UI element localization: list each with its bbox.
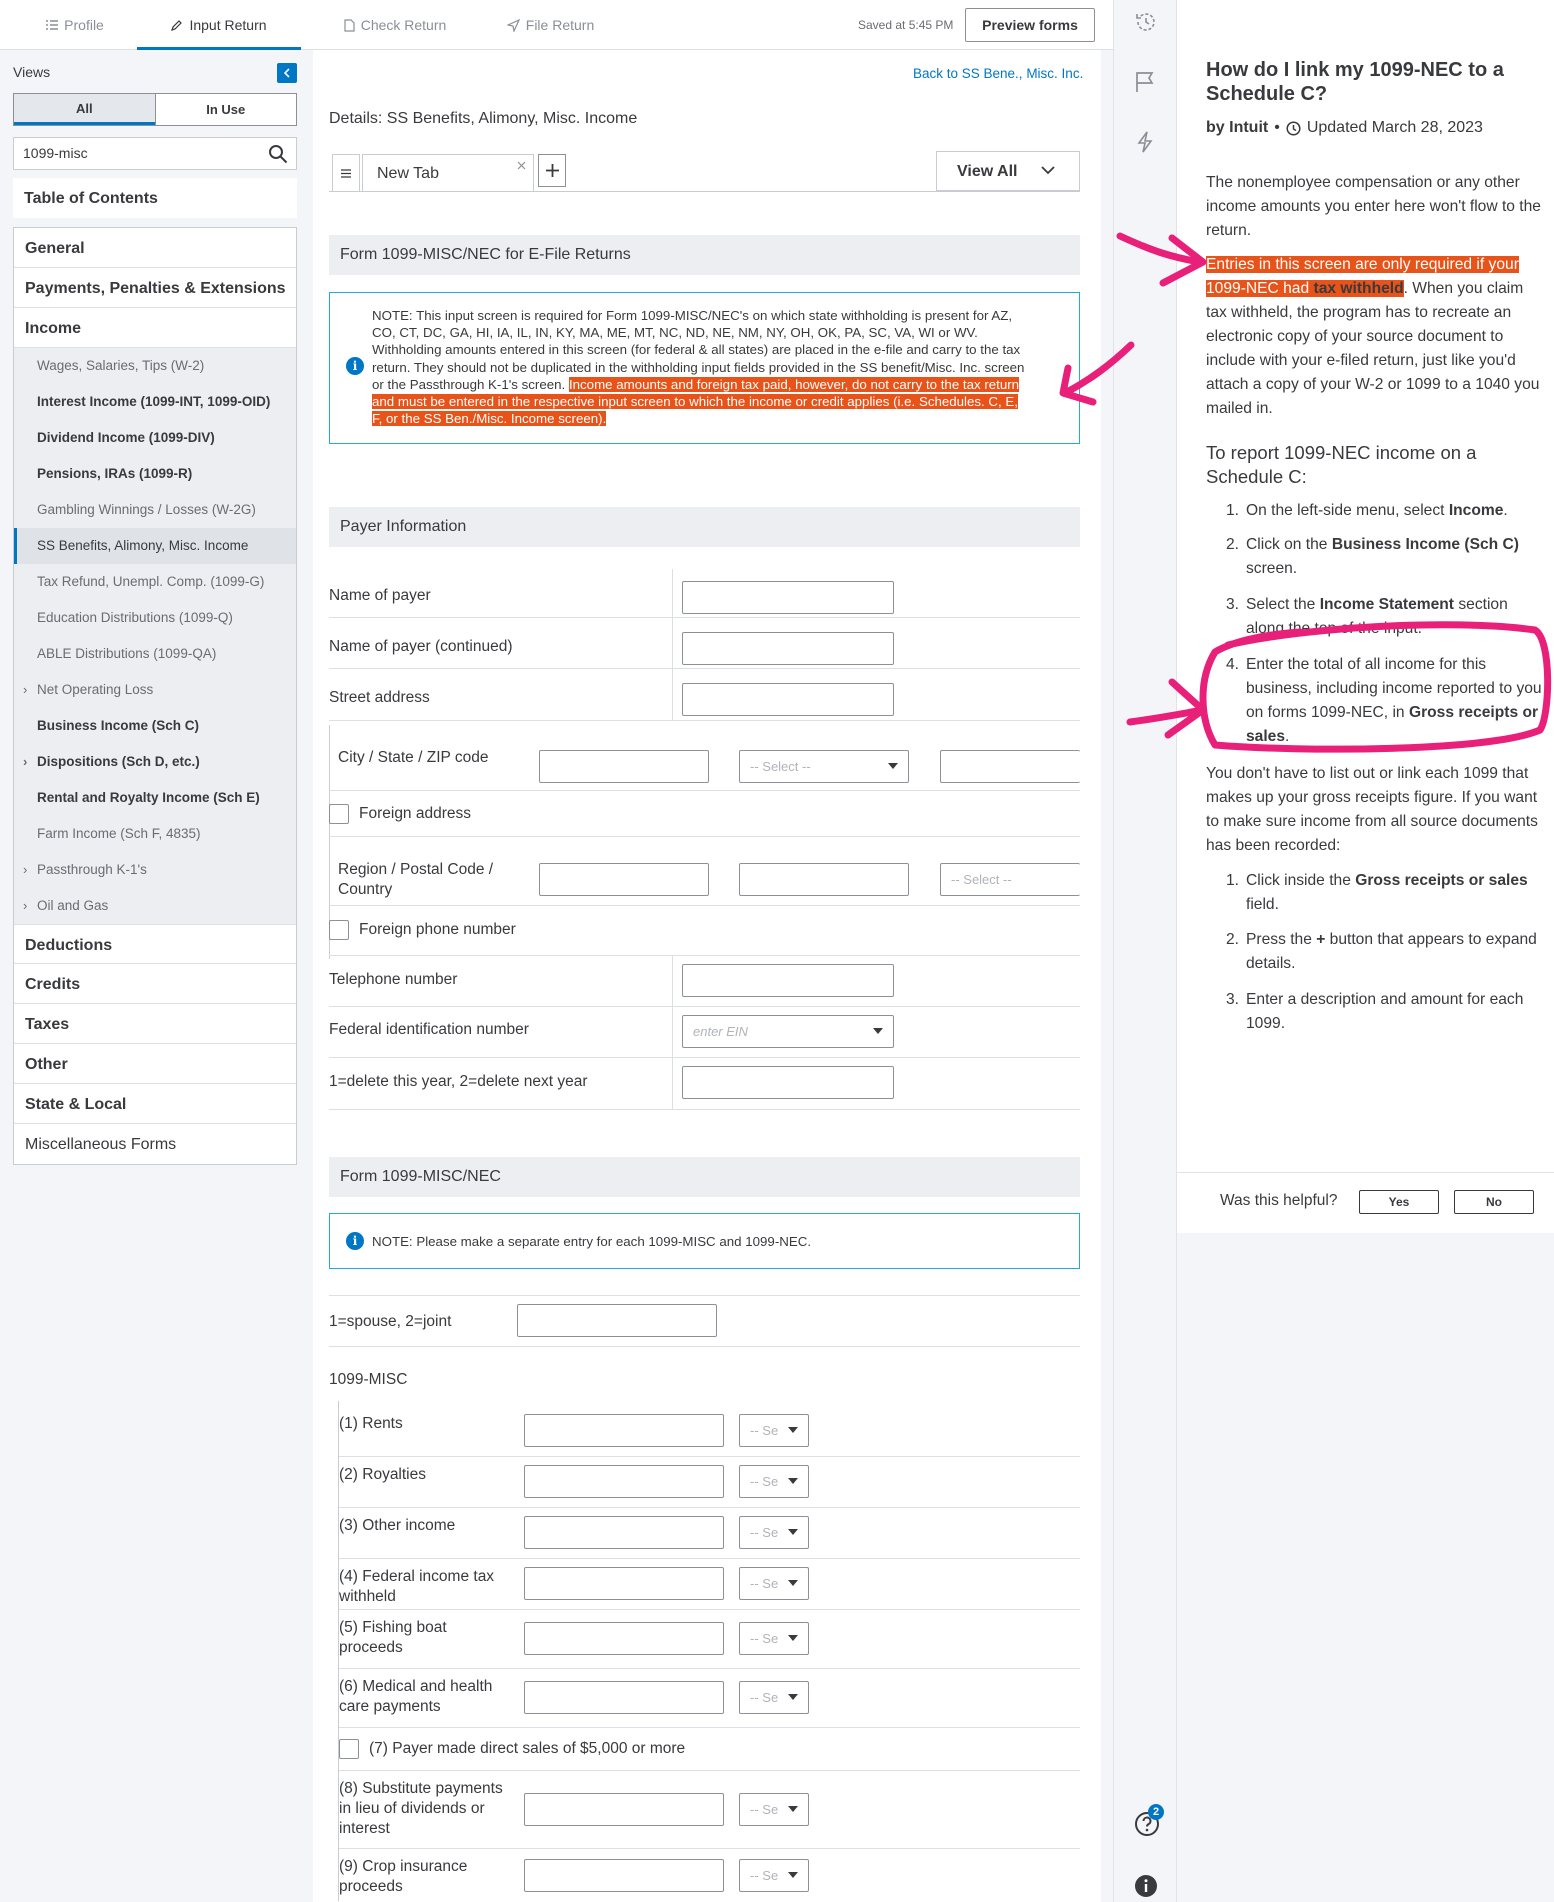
efile-section-header: Form 1099-MISC/NEC for E-File Returns [329,235,1080,275]
sidebar-item-income-0[interactable] [14,348,296,384]
tab-file-return-label: File Return [525,17,595,33]
help-step-post: section along the top of the input. [1246,596,1508,637]
tab-input-return-label: Input Return [189,17,267,33]
sidebar-item-income-15[interactable] [14,888,296,924]
view-all-dropdown[interactable] [936,151,1080,191]
misc-row-label: (8) Substitute payments in lieu of dividends or interest [339,1780,503,1837]
efile-note-line [372,393,1072,410]
tab-check-return[interactable] [318,0,472,50]
efile-note-line: CO, CT, DC, GA, HI, IA, IL, IN, KY, MA, ME, MT, NC, ND, NE, NM, NY, OH, OK, PA, SC, VA, WI or WV. [372,325,978,341]
caret-down-icon [788,1529,798,1535]
misc-row-amount-input[interactable] [524,1681,724,1714]
state-select-placeholder: -- Select -- [750,759,811,774]
misc-row-amount-input[interactable] [524,1859,724,1892]
caret-down-icon [788,1872,798,1878]
misc-row-label: (2) Royalties [339,1466,426,1483]
help-step-number: 2. [1226,931,1240,948]
misc-row-state-select[interactable] [739,1567,809,1600]
misc-row-amount-input[interactable] [524,1622,724,1655]
select-placeholder: -- Se [750,1690,779,1705]
help-step-text [1246,593,1546,641]
tab-new-tab-label: New Tab [377,165,439,182]
view-all-button[interactable]: All [14,94,155,125]
sidebar-item-label: Passthrough K-1's [37,862,147,877]
efile-note-plain: or the Passthrough K-1's screen. [372,376,566,392]
plus-icon [546,164,559,177]
tab-new-tab[interactable] [362,154,534,192]
street-address-input[interactable] [682,683,894,716]
sidebar-item-income-9[interactable] [14,672,296,708]
spouse-input[interactable] [517,1304,717,1337]
sidebar-item-income-1[interactable] [14,384,296,420]
help-step-pre: On the left-side menu, select [1246,502,1449,519]
misc-row-state-select[interactable] [739,1681,809,1714]
efile-note-line [372,410,1072,427]
help-step-pre: Select the [1246,596,1320,613]
misc-row-amount-input[interactable] [524,1465,724,1498]
misc-row-state-select[interactable] [739,1414,809,1447]
tab-input-return[interactable] [137,0,301,50]
sidebar-item-income-14[interactable] [14,852,296,888]
country-select[interactable] [940,863,1080,896]
fein-select[interactable] [682,1015,894,1048]
efile-note-highlight: F, or the SS Ben./Misc. Income screen). [372,411,607,427]
row-divider [329,1109,1080,1110]
select-placeholder: -- Se [750,1868,779,1883]
views-label: Views [13,64,51,80]
row-divider [329,1346,1080,1347]
misc-row-state-select[interactable] [739,1622,809,1655]
top-navigation-bar [0,0,1113,50]
name-of-payer-input[interactable] [682,581,894,614]
misc-row-state-select[interactable] [739,1859,809,1892]
caret-down-icon [888,763,898,769]
efile-note-highlight: Income amounts and foreign tax paid, however, do not carry to the tax return [568,376,1020,392]
sidebar-item-label: Farm Income (Sch F, 4835) [37,826,201,841]
feedback-bar [1177,1172,1554,1232]
row-divider [339,1727,1080,1728]
misc-row-label: (3) Other income [339,1517,456,1534]
misc-row-amount-input[interactable] [524,1793,724,1826]
select-placeholder: -- Se [750,1423,779,1438]
row-divider [329,836,1080,837]
help-step-number: 3. [1226,991,1240,1008]
row-divider [339,1770,1080,1771]
chevron-right-icon[interactable]: › [23,862,28,877]
row-divider [329,790,1080,791]
misc-row-label: (5) Fishing boat proceeds [339,1619,447,1656]
details-title: Details: SS Benefits, Alimony, Misc. Income [329,110,638,127]
caret-down-icon [788,1635,798,1641]
help-step-post: . [1503,502,1508,519]
name-of-payer-cont-label: Name of payer (continued) [329,638,513,655]
city-input[interactable] [539,750,709,783]
form-panel [313,50,1101,1902]
sidebar-item-income-6[interactable] [14,564,296,600]
help-step-number: 1. [1226,872,1240,889]
toc-section-other[interactable]: Other [14,1044,296,1084]
row-divider [329,720,1080,721]
feedback-question: Was this helpful? [1220,1192,1338,1209]
caret-down-icon [788,1806,798,1812]
efile-note-line: return. They should not be duplicated in the withholding input fields provided in the SS benefit/Misc. Inc. screen [372,359,1025,375]
help-title: How do I link my 1099-NEC to a Schedule C? [1206,59,1504,105]
efile-note-line: Withholding amounts entered in this screen (for federal & all states) are placed in the e-file and carry to the tax [372,342,1021,358]
misc-row-amount-input[interactable] [524,1414,724,1447]
region-input[interactable] [539,863,709,896]
sidebar-item-income-10[interactable] [14,708,296,744]
help-step-post: screen. [1246,560,1298,577]
delete-input[interactable] [682,1066,894,1099]
sidebar-item-income-3[interactable] [14,456,296,492]
misc-subheader: 1099-MISC [329,1371,408,1388]
feedback-no-button[interactable]: No [1454,1190,1534,1214]
search-input[interactable] [13,137,297,170]
misc-row-label: (6) Medical and health care payments [339,1678,493,1715]
name-of-payer-cont-input[interactable] [682,632,894,665]
help-highlight [1206,280,1404,297]
toc-section-state-local[interactable]: State & Local [14,1084,296,1124]
help-step-number: 2. [1226,536,1240,553]
spouse-label: 1=spouse, 2=joint [329,1313,452,1330]
misc-row-amount-input[interactable] [524,1516,724,1549]
field-divider [672,569,673,617]
sidebar-item-label: ABLE Distributions (1099-QA) [37,646,217,661]
sidebar-item-income-5[interactable] [14,528,296,564]
street-address-label: Street address [329,689,430,706]
fein-placeholder: enter EIN [693,1024,748,1039]
tab-check-return-label: Check Return [360,17,447,33]
field-divider [672,618,673,668]
toc-section-deductions[interactable]: Deductions [14,924,296,964]
help-step-text [1246,533,1546,581]
misc-row-amount-input[interactable] [524,1567,724,1600]
sidebar-item-income-8[interactable] [14,636,296,672]
help-step-bold: Gross receipts or sales [1355,872,1528,889]
help-step-bold: + [1316,931,1326,948]
toc-misc-forms[interactable]: Miscellaneous Forms [25,1136,177,1153]
help-notification-badge: 2 [1148,1804,1164,1820]
tab-strip-divider [329,191,1080,192]
sidebar-item-label: Dispositions (Sch D, etc.) [37,754,200,769]
back-link[interactable]: Back to SS Bene., Misc. Inc. [913,66,1084,81]
feedback-yes-button[interactable]: Yes [1359,1190,1439,1214]
efile-note-text [372,307,1072,427]
help-paragraph-2-rest: . When you claim tax withheld, the program has to recreate an electronic copy of your source document to include with your e-filed return, just like you'd attach a copy of your W-2 or 1099 to a 1040 you mailed in. [1206,280,1540,417]
state-select[interactable] [739,750,909,783]
right-icon-rail [1113,0,1177,1902]
view-toggle [13,93,297,126]
help-updated: Updated March 28, 2023 [1306,119,1483,136]
help-step-number: 1. [1226,502,1240,519]
info-icon: i [346,1232,364,1250]
tab-file-return[interactable] [482,0,619,50]
misc-row-label: (7) Payer made direct sales of $5,000 or more [369,1740,686,1757]
row-divider [329,1057,1080,1058]
sidebar-item-label: Net Operating Loss [37,682,154,697]
chevron-right-icon[interactable]: › [23,682,28,697]
help-paragraph-1: The nonemployee compensation or any other income amounts you enter here won't flow to the return. [1206,174,1541,239]
misc-row-label: (9) Crop insurance proceeds [339,1858,468,1895]
help-step-bold: Income [1448,502,1504,519]
income-items-list [14,348,296,924]
row-divider [329,1295,1080,1296]
field-divider [672,669,673,720]
help-step-number: 4. [1226,656,1240,673]
sidebar-item-label: SS Benefits, Alimony, Misc. Income [37,538,249,553]
preview-forms-button[interactable]: Preview forms [965,8,1095,42]
sidebar-item-label: Education Distributions (1099-Q) [37,610,233,625]
foreign-address-checkbox[interactable] [329,804,349,824]
flag-icon[interactable] [1134,70,1156,94]
sidebar-item-label: Pensions, IRAs (1099-R) [37,466,193,481]
info-icon[interactable] [1134,1874,1158,1898]
help-step-text [1246,988,1546,1036]
delete-label: 1=delete this year, 2=delete next year [329,1073,588,1090]
foreign-phone-label: Foreign phone number [359,921,516,938]
tab-menu-button[interactable] [332,154,360,192]
table-of-contents [13,227,297,1165]
payer-section-header: Payer Information [329,507,1080,547]
efile-note-box [329,292,1080,444]
help-paragraph-3: You don't have to list out or link each 1099 that makes up your gross receipts figure. If you want to make sure income from all source documents has been recorded: [1206,765,1538,854]
search-input-value: 1099-misc [23,145,88,161]
help-step-pre: Press the [1246,931,1317,948]
row-divider [339,1668,1080,1669]
sidebar-item-label: Interest Income (1099-INT, 1099-OID) [37,394,271,409]
sidebar-item-income-11[interactable] [14,744,296,780]
select-placeholder: -- Se [750,1802,779,1817]
pencil-icon [171,19,183,31]
help-step-pre: Click inside the [1246,872,1356,889]
row-divider [339,1558,1080,1559]
telephone-input[interactable] [682,964,894,997]
list-icon [46,20,58,30]
sidebar-item-income-2[interactable] [14,420,296,456]
misc-row-label: (4) Federal income tax withheld [339,1568,495,1605]
postal-code-input[interactable] [739,863,909,896]
misc-row-state-select[interactable] [739,1516,809,1549]
city-state-zip-label: City / State / ZIP code [338,749,489,766]
efile-note-line [372,376,1072,393]
help-highlight-bold: tax withheld [1313,280,1404,297]
caret-down-icon [788,1427,798,1433]
sidebar-item-label: Gambling Winnings / Losses (W-2G) [37,502,256,517]
bullet-separator: • [1274,119,1280,136]
sidebar-item-label: Business Income (Sch C) [37,718,200,733]
saved-status: Saved at 5:45 PM [858,18,954,32]
region-postal-country-label: Region / Postal Code / Country [338,861,494,898]
row-divider [329,1006,1080,1007]
select-placeholder: -- Se [750,1576,779,1591]
help-paragraph-2 [1206,253,1541,421]
row-divider [329,668,1080,669]
row-divider [339,1507,1080,1508]
tab-profile[interactable] [13,0,137,50]
clock-icon [1286,121,1301,136]
help-article [1177,0,1554,1233]
help-step-text [1246,499,1546,523]
foreign-address-label: Foreign address [359,805,472,822]
caret-down-icon [788,1694,798,1700]
misc-note-text: NOTE: Please make a separate entry for each 1099-MISC and 1099-NEC. [372,1234,812,1249]
toc-title: Table of Contents [13,178,297,218]
row-divider [339,1456,1080,1457]
help-step-post: field. [1246,896,1279,913]
row-divider [339,1848,1080,1849]
view-all-label: View All [957,163,1018,180]
close-icon[interactable] [517,161,526,170]
help-step-bold: Gross receipts or sales [1246,704,1539,745]
help-step-text [1246,928,1546,976]
select-placeholder: -- Se [750,1474,779,1489]
misc-row-checkbox[interactable] [339,1739,359,1759]
select-placeholder: -- Se [750,1631,779,1646]
help-step-pre: Enter the total of all income for this business, including income reported to you on forms 1099-NEC, in [1246,656,1542,721]
misc-row-state-select[interactable] [739,1793,809,1826]
row-divider [329,617,1080,618]
efile-note-highlight: and must be entered in the respective input screen to which the income or credit applies (i.e. Schedules. C, E, [372,394,1018,410]
search-icon[interactable] [268,144,288,164]
foreign-phone-checkbox[interactable] [329,920,349,940]
lightning-icon[interactable] [1134,130,1156,154]
field-divider [672,1058,673,1109]
collapse-sidebar-button[interactable] [277,63,297,83]
zip-input[interactable] [940,750,1080,783]
add-tab-button[interactable] [538,154,566,187]
caret-down-icon [873,1028,883,1034]
help-step-text [1246,653,1546,749]
misc-note-box [329,1213,1080,1269]
toc-section-income[interactable]: Income [14,308,296,348]
field-divider [672,1007,673,1057]
toc-section-payments[interactable]: Payments, Penalties & Extensions [14,268,296,308]
fein-label: Federal identification number [329,1021,529,1038]
sidebar-item-label: Wages, Salaries, Tips (W-2) [37,358,205,373]
help-panel [1177,0,1554,1902]
sidebar-item-income-12[interactable] [14,780,296,816]
help-step-number: 3. [1226,596,1240,613]
toc-section-credits[interactable]: Credits [14,964,296,1004]
toc-section-general[interactable]: General [14,228,296,268]
help-meta [1206,119,1483,137]
hamburger-icon [341,169,351,178]
misc-row-state-select[interactable] [739,1465,809,1498]
row-divider [329,905,1080,906]
send-icon [507,19,520,32]
help-subheading: To report 1099-NEC income on a Schedule C: [1206,442,1477,487]
history-icon[interactable] [1134,10,1158,34]
tab-profile-label: Profile [64,17,104,33]
help-step-bold: Business Income (Sch C) [1331,536,1519,553]
caret-down-icon [788,1580,798,1586]
efile-note-line: NOTE: This input screen is required for Form 1099-MISC/NEC's on which state withholding is present for AZ, [372,308,1013,323]
sidebar-item-income-13[interactable] [14,816,296,852]
row-divider [329,955,1080,956]
sidebar-item-income-4[interactable] [14,492,296,528]
document-icon [344,19,355,32]
info-icon: i [346,357,364,375]
name-of-payer-label: Name of payer [329,587,431,604]
help-author: by Intuit [1206,119,1269,136]
view-in-use-button[interactable]: In Use [155,94,297,125]
select-placeholder: -- Se [750,1525,779,1540]
help-step-pre: Enter a description and amount for each 1099. [1246,991,1524,1032]
sidebar-item-label: Dividend Income (1099-DIV) [37,430,215,445]
help-step-text [1246,869,1546,917]
misc-row-label: (1) Rents [339,1415,403,1432]
toc-section-taxes[interactable]: Taxes [14,1004,296,1044]
chevron-down-icon [1041,166,1055,175]
caret-down-icon [788,1478,798,1484]
telephone-label: Telephone number [329,971,458,988]
field-divider [672,956,673,1006]
help-step-post: . [1285,728,1290,745]
help-step-post: button that appears to expand details. [1246,931,1537,972]
sidebar-item-label: Oil and Gas [37,898,109,913]
sidebar-item-label: Tax Refund, Unempl. Comp. (1099-G) [37,574,265,589]
chevron-left-icon [283,68,291,78]
sidebar-item-income-7[interactable] [14,600,296,636]
country-select-placeholder: -- Select -- [951,872,1012,887]
help-highlight: Entries in this screen are only required if your [1206,256,1519,273]
help-step-pre: Click on the [1246,536,1332,553]
row-divider [339,1609,1080,1610]
help-highlight-text: 1099-NEC had [1206,280,1310,297]
misc-section-header: Form 1099-MISC/NEC [329,1157,1080,1197]
sidebar-item-label: Rental and Royalty Income (Sch E) [37,790,260,805]
help-step-bold: Income Statement [1319,596,1455,613]
chevron-right-icon[interactable]: › [23,754,28,769]
chevron-right-icon[interactable]: › [23,898,28,913]
